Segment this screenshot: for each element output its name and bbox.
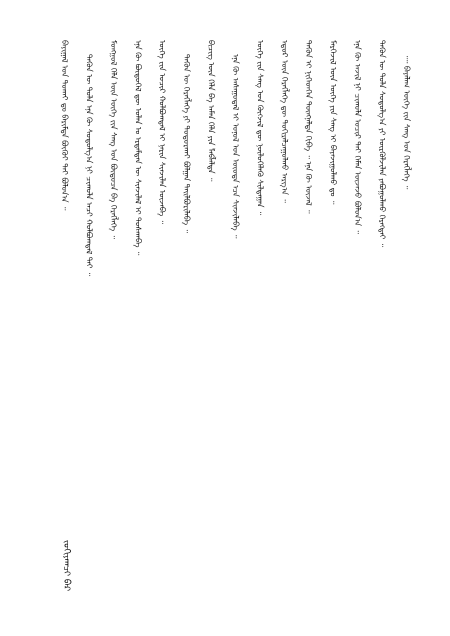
text-column: ᠁ ᠪᠠᠶᠠᠯᠠᠭ ᠦᠭᠡ ᠵᠢᠨ ᠰᠠᠩ ᠤᠨ ᠬᠡᠷᠡᠭᠯᠡᠭᠡ ᠃: [401, 54, 411, 190]
text-column: ᠮᠡᠷᠭᠡᠵᠢᠯ ᠦᠨ ᠦᠭᠡ ᠶᠢᠨ ᠰᠠᠩ ᠢ ᠪᠠᠶᠠᠵᠢᠭᠤᠯᠬᠤ ᠳᠤ ᠃: [328, 40, 338, 205]
text-column: ᠲᠡᠭᠦᠨ ᠦ ᠲᠤᠯᠠ ᠰᠤᠳᠤᠯᠭ᠎ᠠ ᠶᠢ ᠦᠷᠭᠦᠯᠵᠢᠯᠡᠨ ᠶᠠᠪᠤᠭᠤᠯᠬᠤ ᠬᠡᠷᠡᠭᠲᠡᠢ ᠃: [377, 40, 387, 248]
text-column: ᠦᠭᠡ ᠵᠢᠨ ᠤᠴᠢᠷ ᠬᠣᠯᠪᠣᠭᠳᠠᠯ ᠢ ᠨᠠᠷᠢᠨ ᠰᠢᠨᠵᠢᠯᠡᠨ ᠦᠵᠡᠪᠡ ᠃: [157, 40, 167, 225]
text-column: ᠲᠡᠭᠦᠨ ᠦ ᠲᠤᠯᠠ ᠡᠨᠡ ᠬᠦ ᠰᠤᠳᠤᠯᠭ᠎ᠠ ᠨᠢ ᠴᠢᠬᠤᠯᠠ ᠠᠴᠢ ᠬᠣᠯᠪᠣᠭᠳᠠᠯ ᠲᠠᠢ ᠃: [84, 54, 94, 277]
text-column: ᠮᠣᠩᠭᠣᠯ ᠬᠡᠯᠡ ᠦᠨ ᠦᠭᠡ ᠵᠢᠨ ᠰᠠᠩ ᠤᠨ ᠪᠦᠲᠦᠴᠡ ᠪᠠ ᠬᠡᠷᠡᠭᠯᠡᠭᠡ ᠃: [108, 40, 118, 239]
text-column: ᠲᠡᠭᠦᠨ ᠢ ᠨᠢᠭᠡᠳᠬᠡᠨ ᠳᠦᠩᠨᠡᠯᠲᠡ ᠬᠢᠪᠡ ᠃ ᠡᠨᠡ ᠬᠦ ᠦᠵᠡᠯ ᠃: [304, 40, 314, 214]
text-column: ᠪᠢᠴᠢᠭ ᠦᠨ ᠬᠡᠯᠡ ᠪᠠ ᠠᠮᠠᠨ ᠬᠡᠯᠡ ᠶᠢᠨ ᠯᠠᠪᠯᠠᠯᠲᠠ ᠃: [206, 40, 216, 182]
text-column: ᠡᠨᠡ ᠬᠦ ᠪᠦᠲᠦᠭᠡᠯ ᠳᠦ ᠣᠯᠠᠨ ᠤ ᠡᠷᠳᠡᠮᠲᠡᠨ ᠦ ᠰᠢᠨᠵᠢᠯᠡᠯ ᠢ ᠲᠤᠰᠬᠠᠪᠠ ᠃: [133, 40, 143, 256]
text-column: ᠡᠨᠡ ᠬᠦ ᠠᠵᠢᠯ ᠨᠢ ᠴᠢᠬᠤᠯᠠ ᠤᠴᠢᠷ ᠲᠠᠢ ᠬᠡᠮᠡᠨ ᠦᠵᠡᠵᠦ ᠪᠣᠯᠤᠨ᠎ᠠ ᠃: [353, 40, 363, 234]
text-column: ᠲᠡᠭᠦᠨ ᠦ ᠬᠡᠷᠡᠭᠯᠡᠭᠡ ᠶᠢ ᠲᠣᠳᠣᠷᠬᠠᠢ ᠪᠣᠯᠭᠠᠨ ᠲᠠᠢᠯᠪᠤᠷᠢᠯᠠᠪᠠ ᠃: [182, 54, 192, 233]
text-column: ᠡᠳᠦᠷ ᠦᠨ ᠬᠡᠷᠡᠭᠯᠡᠭᠡ ᠳᠦ ᠲᠣᠬᠢᠷᠠᠯᠴᠠᠭᠤᠯᠬᠤ ᠠᠷᠭ᠎ᠠ ᠃: [279, 40, 289, 203]
text-column: ᠡᠨᠡ ᠬᠦ ᠠᠰᠠᠭᠤᠳᠠᠯ ᠢ ᠣᠨᠣᠯ ᠤᠨ ᠦᠦᠳᠡ ᠡᠴᠡ ᠰᠢᠨᠵᠢᠯᠡᠪᠡ ᠃: [230, 54, 240, 239]
text-column: ᠪᠠᠶᠢᠭᠠᠯ ᠤᠨ ᠲᠤᠬᠠᠢ ᠳᠤ ᠪᠠᠷᠢᠮᠲᠠ ᠪᠦᠬᠦᠢ ᠲᠠᠢ ᠪᠣᠯᠤᠨ᠎ᠠ ᠃: [60, 40, 69, 211]
text-body: [60, 40, 410, 500]
signature-label: ᠵᠣᠬᠢᠶᠠᠭᠴᠢ ᠪᠡᠷ: [61, 540, 71, 592]
text-column: ᠦᠭᠡ ᠵᠢᠨ ᠰᠠᠩ ᠤᠨ ᠬᠥᠭᠵᠢᠯ ᠳᠦ ᠨᠥᠯᠦᠭᠡᠯᠡᠬᠦ ᠰᠢᠯᠲᠠᠭᠠᠨ ᠃: [255, 40, 265, 216]
